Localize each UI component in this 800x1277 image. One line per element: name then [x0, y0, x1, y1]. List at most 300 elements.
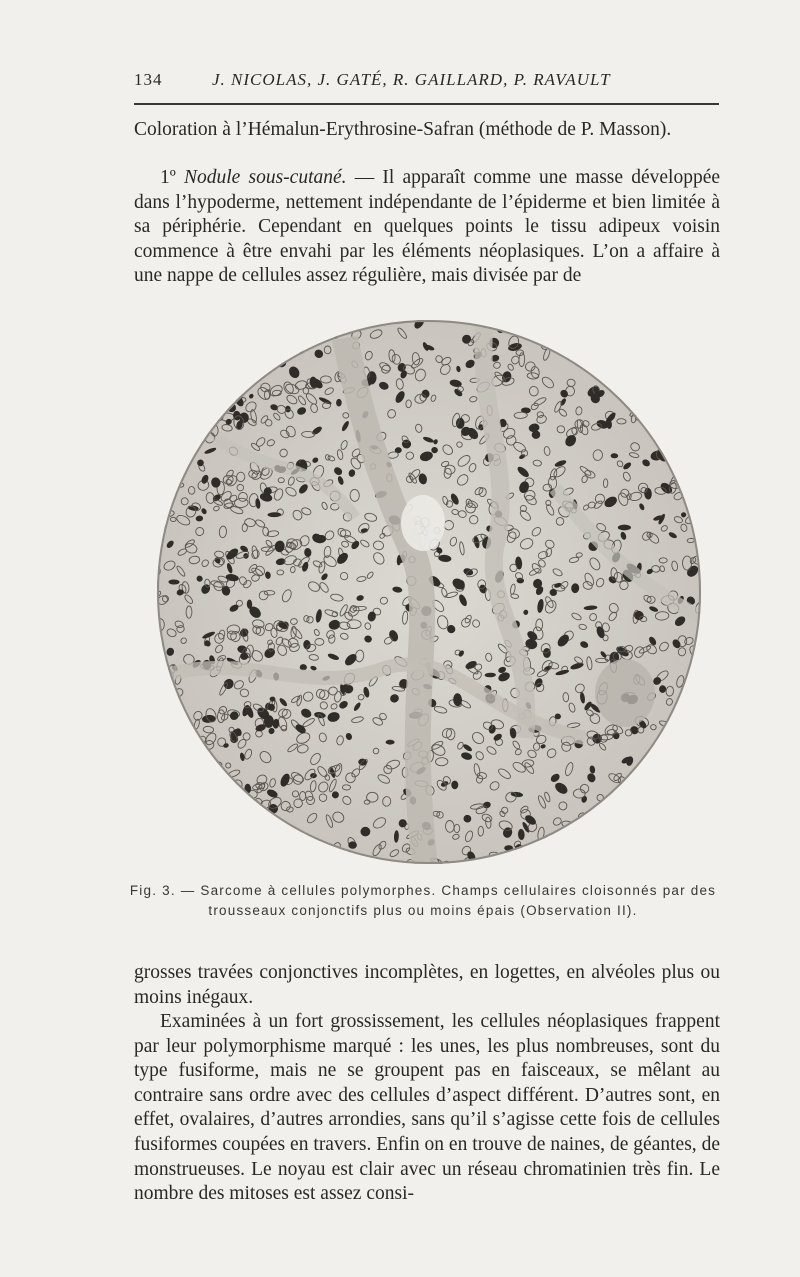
cell-nucleus: [162, 756, 173, 766]
cell-nucleus: [564, 341, 579, 356]
cell-nucleus: [590, 812, 602, 824]
cell-nucleus: [609, 855, 614, 866]
cell-nucleus: [657, 340, 668, 351]
cell-nucleus: [217, 353, 225, 361]
cell-nucleus: [609, 339, 617, 348]
cell-nucleus: [595, 805, 605, 816]
cell-nucleus: [173, 421, 180, 427]
cell-nucleus: [192, 323, 207, 337]
cell-nucleus: [246, 318, 255, 324]
cell-nucleus: [155, 362, 161, 370]
cell-nucleus: [173, 748, 184, 759]
cell-nucleus: [171, 318, 183, 324]
cell-nucleus: [653, 828, 661, 838]
cell-nucleus: [162, 428, 177, 441]
cell-nucleus: [190, 434, 198, 444]
cell-nucleus: [225, 331, 238, 342]
cell-nucleus: [155, 786, 164, 795]
cell-nucleus: [689, 318, 700, 323]
cell-nucleus: [155, 474, 162, 485]
header-rule: [134, 103, 719, 105]
cell-nucleus: [256, 859, 267, 866]
cell-nucleus: [688, 792, 697, 801]
cell-nucleus: [613, 836, 626, 847]
cell-nucleus: [689, 440, 699, 453]
cell-nucleus: [194, 790, 206, 801]
cell-nucleus: [635, 830, 647, 845]
cell-nucleus: [684, 756, 695, 766]
cell-nucleus: [245, 809, 252, 821]
cell-nucleus: [684, 359, 692, 367]
cell-nucleus: [258, 323, 265, 329]
cell-nucleus: [155, 710, 168, 717]
cell-nucleus: [666, 758, 673, 766]
cell-nucleus: [546, 318, 555, 325]
cell-nucleus: [170, 332, 181, 343]
cell-nucleus: [209, 820, 222, 833]
paragraph-nodule-text: — Il apparaît comme une masse développée dans l’hypoderme, nettement indépendante de l’épiderme et bien limitée à sa périphérie. Cependant en quelques points le tissu adipeux voisin commence à être envahi par les éléments néoplasiques. L’on a affaire à une nappe de cellules assez régulière, mais divisée par de: [134, 167, 721, 287]
cell-nucleus: [577, 356, 586, 364]
cell-nucleus: [162, 394, 171, 404]
cell-nucleus: [694, 330, 703, 340]
cell-nucleus: [205, 319, 219, 334]
cell-nucleus: [245, 339, 254, 349]
cell-nucleus: [233, 342, 243, 352]
cell-nucleus: [162, 815, 173, 826]
cell-nucleus: [168, 351, 182, 367]
cell-nucleus: [247, 857, 255, 864]
cell-nucleus: [567, 318, 581, 327]
cell-nucleus: [155, 350, 162, 356]
cell-nucleus: [601, 850, 613, 865]
cell-nucleus: [665, 368, 676, 378]
cell-nucleus: [230, 813, 243, 822]
cell-nucleus: [632, 393, 643, 400]
cell-nucleus: [173, 403, 185, 415]
cell-nucleus: [184, 790, 190, 804]
cell-nucleus: [624, 334, 640, 348]
cell-nucleus: [678, 323, 687, 336]
cell-nucleus: [573, 853, 588, 864]
cell-nucleus: [680, 728, 689, 737]
cell-nucleus: [284, 320, 300, 337]
cell-nucleus: [590, 337, 604, 350]
cell-nucleus: [587, 814, 600, 825]
cell-nucleus: [637, 331, 651, 345]
cell-nucleus: [164, 699, 173, 711]
cell-nucleus: [593, 805, 609, 820]
cell-nucleus: [664, 846, 672, 854]
cell-nucleus: [682, 319, 693, 334]
paragraph-cells: Examinées à un fort grossissement, les cellules néoplasiques frappent par leur polymorphisme marqué : les unes, les plus nombreuses, sont du type fusiforme, mais ne se groupent pas en faisceaux, se mêlant au contraire sans ordre avec des cellules d’aspect différent. D’autres sont, en effet, ovalaires, d’autres arrondies, sans qu’il s’agisse cette fois de cellules fusiformes coupées en travers. Enfin on en trouve de naines, de géantes, de monstrueuses. Le noyau est clair avec un réseau chromatinien très fin. Le nombre des mitoses est assez consi-: [134, 1011, 720, 1205]
cell-nucleus: [174, 735, 182, 744]
cell-nucleus: [674, 838, 683, 847]
cell-nucleus: [315, 847, 326, 855]
cell-nucleus: [296, 851, 302, 860]
cell-nucleus: [652, 776, 665, 790]
cell-nucleus: [586, 340, 596, 351]
cell-nucleus: [174, 458, 189, 469]
cell-nucleus: [277, 824, 287, 833]
cell-nucleus: [695, 737, 703, 750]
cell-nucleus: [674, 403, 681, 413]
cell-nucleus: [477, 318, 491, 324]
cell-nucleus: [280, 854, 296, 866]
cell-nucleus: [184, 346, 194, 359]
cell-nucleus: [680, 751, 688, 760]
cell-nucleus: [682, 364, 689, 371]
cell-nucleus: [691, 318, 701, 329]
cell-nucleus: [318, 844, 330, 855]
cell-nucleus: [170, 820, 180, 831]
cell-nucleus: [564, 321, 574, 331]
cell-nucleus: [317, 848, 327, 858]
cell-nucleus: [676, 836, 688, 845]
cell-nucleus: [695, 517, 703, 523]
cell-nucleus: [681, 395, 688, 403]
cell-nucleus: [161, 768, 175, 780]
cell-nucleus: [218, 813, 229, 826]
cell-nucleus: [238, 318, 254, 328]
cell-nucleus: [186, 377, 197, 389]
cell-nucleus: [222, 321, 235, 329]
cell-nucleus: [155, 487, 160, 494]
cell-nucleus: [653, 407, 665, 418]
cell-nucleus: [183, 326, 197, 332]
cell-nucleus: [691, 400, 701, 409]
cell-nucleus: [156, 818, 168, 833]
cell-nucleus: [319, 324, 331, 332]
cell-nucleus: [220, 345, 231, 356]
cell-nucleus: [616, 332, 627, 342]
cell-nucleus: [178, 360, 188, 370]
cell-nucleus: [184, 398, 197, 411]
cell-nucleus: [246, 318, 259, 325]
cell-nucleus: [585, 822, 599, 833]
cell-nucleus: [232, 787, 238, 795]
cell-nucleus: [167, 444, 179, 449]
cell-nucleus: [694, 721, 699, 732]
cell-nucleus: [270, 848, 283, 862]
cell-nucleus: [673, 350, 686, 363]
cell-nucleus: [189, 413, 202, 427]
cell-nucleus: [272, 856, 284, 866]
cell-nucleus: [196, 843, 209, 857]
cell-nucleus: [158, 352, 172, 365]
cell-nucleus: [218, 318, 232, 331]
cell-nucleus: [209, 381, 216, 393]
cell-nucleus: [302, 836, 308, 844]
cell-nucleus: [170, 323, 183, 336]
cell-nucleus: [155, 789, 161, 798]
cell-nucleus: [692, 788, 703, 801]
cell-nucleus: [220, 805, 235, 820]
cell-nucleus: [155, 513, 163, 518]
cell-nucleus: [696, 677, 703, 685]
cell-nucleus: [219, 790, 228, 797]
cell-nucleus: [673, 715, 684, 729]
cell-nucleus: [259, 330, 269, 341]
cell-nucleus: [556, 845, 562, 855]
cell-nucleus: [640, 370, 649, 378]
cell-nucleus: [162, 483, 174, 498]
cell-nucleus: [217, 792, 230, 800]
cell-nucleus: [158, 798, 166, 805]
cell-nucleus: [590, 345, 600, 353]
cell-nucleus: [614, 328, 627, 341]
cell-nucleus: [618, 525, 631, 531]
cell-nucleus: [646, 764, 659, 775]
cell-nucleus: [567, 350, 572, 358]
cell-nucleus: [210, 393, 220, 405]
cell-nucleus: [661, 323, 669, 334]
cell-nucleus: [207, 346, 218, 354]
cell-nucleus: [677, 447, 689, 462]
cell-nucleus: [238, 366, 251, 375]
cell-nucleus: [203, 336, 210, 344]
cell-nucleus: [604, 808, 610, 813]
cell-nucleus: [643, 858, 653, 866]
cell-nucleus: [195, 402, 209, 417]
cell-nucleus: [183, 822, 189, 831]
cell-nucleus: [204, 816, 218, 829]
cell-nucleus: [224, 830, 239, 845]
cell-nucleus: [670, 792, 682, 801]
cell-nucleus: [196, 319, 207, 329]
cell-nucleus: [652, 836, 666, 850]
figure-caption: Fig. 3. — Sarcome à cellules polymorphes. Champs cellulaires cloisonnés par des trousseaux conjonctifs plus ou moins épais (Observation II).: [129, 883, 717, 918]
cell-nucleus: [331, 318, 341, 326]
cell-nucleus: [676, 795, 685, 804]
cell-nucleus: [262, 363, 270, 370]
cell-nucleus: [386, 740, 395, 745]
cell-nucleus: [679, 781, 692, 792]
cell-nucleus: [641, 359, 650, 373]
cell-nucleus: [687, 821, 693, 828]
cell-nucleus: [310, 852, 323, 865]
cell-nucleus: [233, 332, 243, 341]
cell-nucleus: [692, 824, 703, 837]
cell-nucleus: [663, 798, 672, 807]
cell-nucleus: [678, 402, 689, 413]
cell-nucleus: [267, 355, 276, 367]
micrograph-figure: [155, 318, 703, 866]
cell-nucleus: [532, 325, 541, 335]
cell-nucleus: [282, 855, 291, 861]
cell-nucleus: [164, 704, 176, 715]
cell-nucleus: [268, 333, 283, 344]
cell-nucleus: [574, 842, 590, 858]
cell-nucleus: [174, 428, 184, 439]
paragraph-septa: grosses travées conjonctives incomplètes, en logettes, en alvéoles plus ou moins inégaux.: [134, 962, 720, 1008]
cell-nucleus: [208, 765, 217, 775]
cell-nucleus: [167, 739, 179, 750]
section-title: Nodule sous-cutané.: [183, 167, 347, 188]
cell-nucleus: [199, 423, 209, 433]
cell-nucleus: [692, 700, 702, 711]
cell-nucleus: [191, 819, 205, 833]
cell-nucleus: [322, 845, 334, 856]
cell-nucleus: [541, 855, 547, 861]
cell-nucleus: [696, 672, 703, 686]
cell-nucleus: [298, 851, 307, 862]
cell-nucleus: [167, 715, 178, 727]
cell-nucleus: [655, 798, 667, 806]
cell-nucleus: [193, 795, 203, 805]
cell-nucleus: [618, 369, 632, 382]
cell-nucleus: [155, 851, 161, 858]
cell-nucleus: [603, 341, 611, 351]
running-head-authors: J. NICOLAS, J. GATÉ, R. GAILLARD, P. RAVAULT: [212, 70, 611, 89]
cell-nucleus: [647, 330, 654, 340]
micrograph-illustration: [155, 318, 703, 866]
cell-nucleus: [680, 803, 690, 813]
cell-nucleus: [682, 400, 690, 407]
cell-nucleus: [626, 798, 636, 807]
cell-nucleus: [697, 633, 703, 643]
cell-nucleus: [181, 454, 192, 463]
cell-nucleus: [626, 377, 635, 389]
cell-nucleus: [679, 480, 691, 490]
cell-nucleus: [222, 863, 230, 866]
cell-nucleus: [681, 711, 691, 721]
cell-nucleus: [663, 371, 674, 379]
cell-nucleus: [198, 404, 205, 411]
cell-nucleus: [217, 848, 229, 860]
cell-nucleus: [279, 322, 290, 332]
cell-nucleus: [235, 322, 250, 332]
cell-nucleus: [197, 816, 204, 824]
cell-nucleus: [294, 330, 306, 336]
cell-nucleus: [271, 856, 278, 866]
cell-nucleus: [548, 332, 557, 345]
cell-nucleus: [690, 668, 700, 681]
cell-nucleus: [665, 434, 672, 442]
cell-nucleus: [600, 856, 608, 861]
cell-nucleus: [642, 846, 655, 859]
cell-nucleus: [187, 814, 194, 829]
cell-nucleus: [159, 404, 174, 416]
cell-nucleus: [246, 805, 253, 812]
cell-nucleus: [615, 339, 624, 347]
cell-nucleus: [187, 825, 200, 840]
cell-nucleus: [297, 318, 308, 324]
cell-nucleus: [642, 412, 651, 419]
cell-nucleus: [613, 808, 623, 819]
cell-nucleus: [155, 728, 166, 736]
cell-nucleus: [667, 809, 680, 817]
cell-nucleus: [650, 400, 659, 415]
cell-nucleus: [208, 325, 217, 333]
cell-nucleus: [317, 318, 327, 323]
cell-nucleus: [651, 328, 664, 342]
cell-nucleus: [688, 323, 700, 329]
cell-nucleus: [216, 366, 225, 374]
cell-nucleus: [226, 820, 237, 829]
cell-nucleus: [665, 404, 676, 416]
cell-nucleus: [202, 840, 212, 851]
cell-nucleus: [156, 318, 160, 329]
cell-nucleus: [158, 416, 172, 421]
cell-nucleus: [156, 397, 164, 406]
cell-nucleus: [695, 354, 703, 363]
cell-nucleus: [292, 322, 304, 336]
cell-nucleus: [682, 431, 696, 446]
cell-nucleus: [283, 329, 291, 343]
cell-nucleus: [628, 799, 636, 810]
cell-nucleus: [155, 709, 163, 724]
cell-nucleus: [648, 403, 660, 415]
cell-nucleus: [208, 784, 216, 797]
cell-nucleus: [155, 782, 162, 789]
cell-nucleus: [579, 347, 586, 356]
cell-nucleus: [649, 420, 657, 432]
cell-nucleus: [157, 475, 167, 485]
cell-nucleus: [623, 804, 637, 818]
cell-nucleus: [688, 756, 696, 765]
cell-nucleus: [161, 829, 174, 837]
cell-nucleus: [235, 336, 244, 347]
cell-nucleus: [244, 318, 255, 324]
cell-nucleus: [620, 805, 627, 818]
cell-nucleus: [686, 411, 692, 420]
cell-nucleus: [181, 337, 193, 350]
cell-nucleus: [631, 381, 645, 389]
cell-nucleus: [222, 810, 229, 818]
cell-nucleus: [214, 804, 227, 817]
cell-nucleus: [637, 802, 649, 814]
cell-nucleus: [213, 342, 221, 349]
cell-nucleus: [587, 337, 594, 350]
cell-nucleus: [659, 745, 675, 761]
cell-nucleus: [206, 792, 215, 802]
cell-nucleus: [159, 747, 164, 753]
cell-nucleus: [630, 837, 641, 848]
cell-nucleus: [648, 752, 655, 762]
cell-nucleus: [603, 863, 609, 866]
cell-nucleus: [155, 749, 162, 759]
cell-nucleus: [636, 846, 647, 856]
cell-nucleus: [671, 318, 679, 324]
cell-nucleus: [258, 338, 267, 346]
cell-nucleus: [689, 369, 699, 379]
cell-nucleus: [155, 838, 160, 845]
cell-nucleus: [697, 434, 703, 444]
cell-nucleus: [309, 324, 316, 336]
cell-nucleus: [671, 762, 685, 776]
cell-nucleus: [663, 327, 677, 338]
cell-nucleus: [218, 812, 229, 824]
cell-nucleus: [584, 325, 595, 335]
cell-nucleus: [201, 356, 208, 362]
cell-nucleus: [683, 711, 699, 727]
cell-nucleus: [690, 829, 702, 839]
cell-nucleus: [650, 800, 661, 811]
cell-nucleus: [655, 768, 662, 775]
cell-nucleus: [600, 810, 611, 822]
cell-nucleus: [671, 443, 680, 453]
cell-nucleus: [307, 849, 315, 855]
cell-nucleus: [272, 335, 286, 348]
cell-nucleus: [210, 401, 218, 408]
cell-nucleus: [197, 351, 203, 360]
cell-nucleus: [197, 427, 205, 435]
cell-nucleus: [686, 684, 692, 692]
cell-nucleus: [689, 428, 700, 440]
cell-nucleus: [208, 340, 220, 353]
section-number: 1º: [160, 167, 184, 188]
cell-nucleus: [223, 398, 230, 406]
